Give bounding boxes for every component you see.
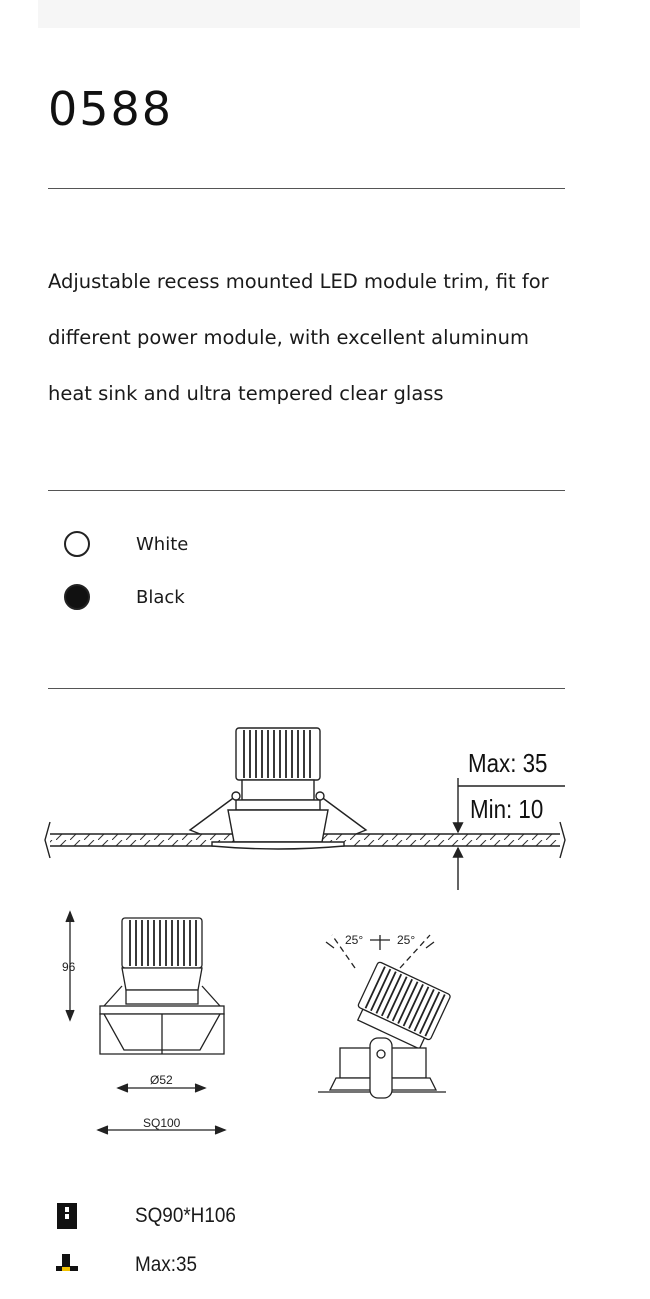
square-dimension: SQ100 [143,1116,181,1130]
min-thickness-label: Min: 10 [469,795,544,825]
spec-text: SQ90*H106 [135,1204,236,1227]
cutout-icon [55,1202,79,1230]
tilt-left-label: 25° [345,933,364,947]
product-code: 0588 [48,82,174,136]
diameter-dimension: Ø52 [150,1073,173,1087]
spec-cutout [55,1202,236,1230]
height-dimension: 96 [62,960,76,974]
spec-thickness [55,1253,197,1277]
spec-text: Max:35 [135,1253,197,1276]
description-line: heat sink and ultra tempered clear glass [48,382,444,405]
description-line: different power module, with excellent aluminum [48,326,529,349]
finish-label: Black [136,586,185,608]
tilt-view-diagram [318,935,451,1098]
finish-label: White [136,533,189,555]
description-line: Adjustable recess mounted LED module trim, fit for [48,270,549,293]
tilt-right-label: 25° [397,933,416,947]
max-thickness-label: Max: 35 [467,749,548,779]
front-view-diagram [66,912,225,1134]
ceiling-thickness-icon [55,1253,79,1277]
